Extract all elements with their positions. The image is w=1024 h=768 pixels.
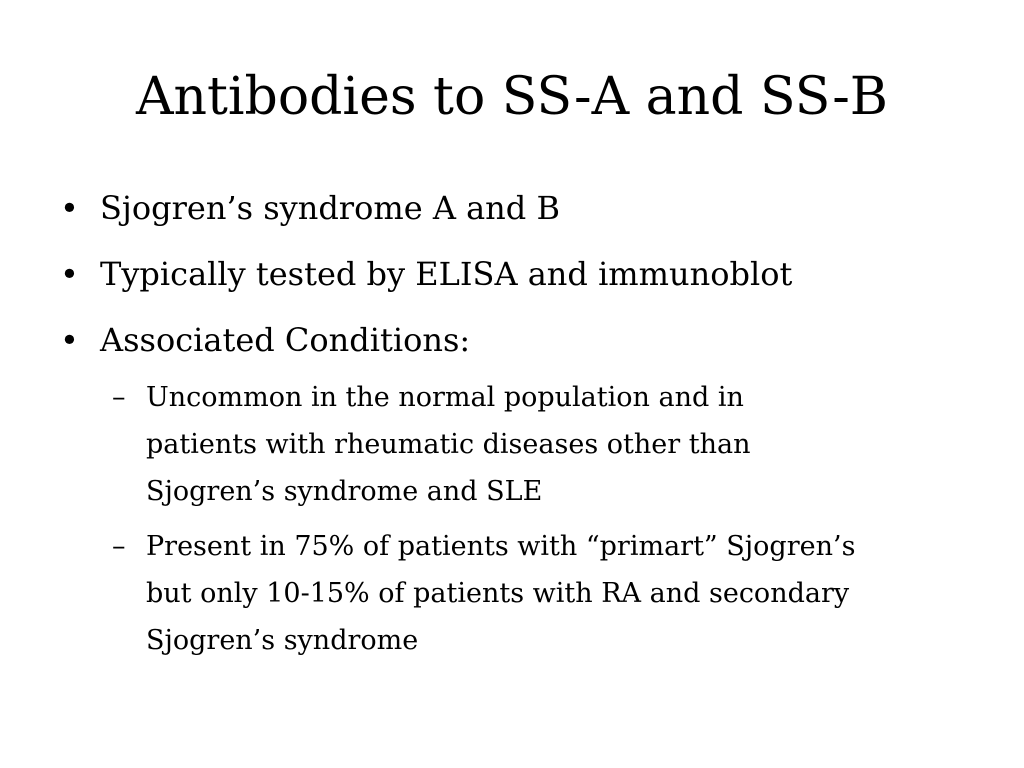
sub-bullet-list xyxy=(112,374,960,664)
bullet-list xyxy=(60,186,960,362)
sub-bullet-text: Present in 75% of patients with “primart” Sjogren’s but only 10-15% of patients with RA and secondary Sjogren’s syndrome xyxy=(146,531,856,656)
sub-bullet-text: Uncommon in the normal population and in patients with rheumatic diseases other than Sjogren’s syndrome and SLE xyxy=(146,382,751,507)
bullet-item-syndrome xyxy=(60,186,960,230)
sub-bullet-uncommon xyxy=(112,374,960,515)
bullet-text: Associated Conditions: xyxy=(100,321,471,359)
bullet-text: Typically tested by ELISA and immunoblot xyxy=(100,255,793,293)
bullet-item-associated-conditions xyxy=(60,318,960,362)
sub-bullet-marker: – xyxy=(112,382,126,413)
sub-bullet-prevalence xyxy=(112,523,960,664)
bullet-marker: • xyxy=(60,255,79,293)
sub-bullet-marker: – xyxy=(112,531,126,562)
bullet-marker: • xyxy=(60,321,79,359)
slide-content xyxy=(60,186,960,672)
bullet-item-testing xyxy=(60,252,960,296)
slide-title: Antibodies to SS-A and SS-B xyxy=(135,67,889,127)
bullet-marker: • xyxy=(60,189,79,227)
bullet-text: Sjogren’s syndrome A and B xyxy=(100,189,560,227)
